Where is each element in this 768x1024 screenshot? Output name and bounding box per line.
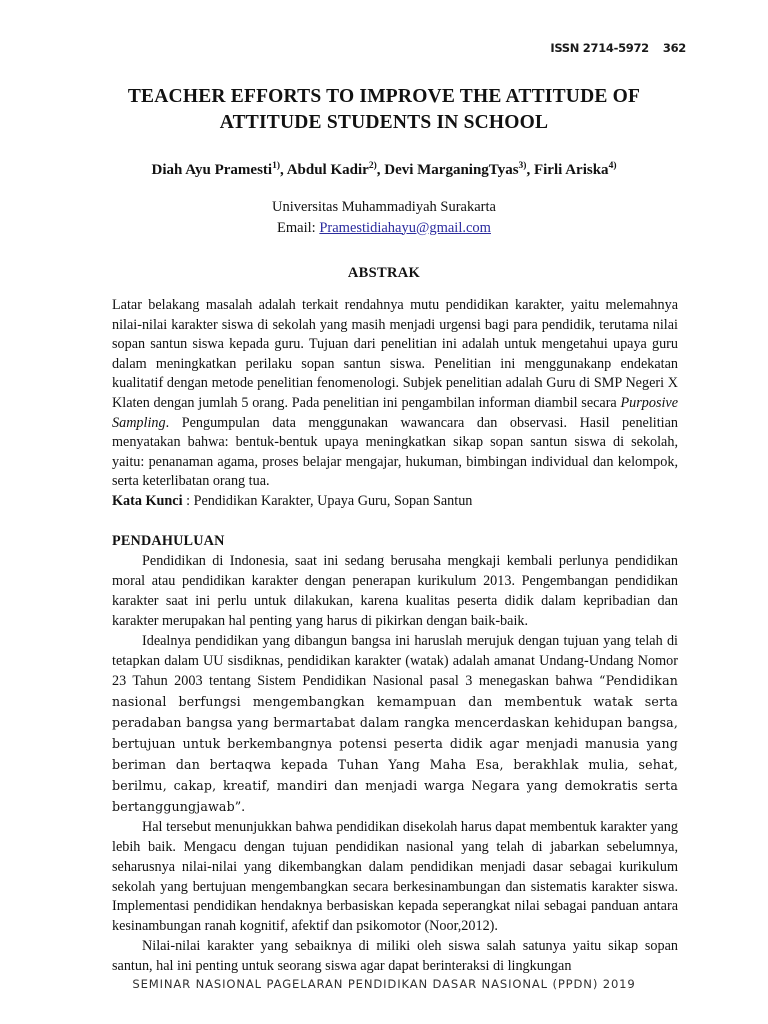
author-1-name: Diah Ayu Pramesti	[151, 162, 273, 178]
page-footer: SEMINAR NASIONAL PAGELARAN PENDIDIKAN DASAR NASIONAL (PPDN) 2019	[132, 977, 636, 991]
author-separator-3: ,	[526, 162, 534, 178]
abstract-italic-term: Purposive Sampling	[112, 394, 678, 431]
abstract-heading: ABSTRAK	[347, 265, 421, 281]
author-list	[84, 160, 684, 180]
title-line-2: ATTITUDE STUDENTS IN SCHOOL	[219, 112, 549, 133]
institution-name: Universitas Muhammadiyah Surakarta	[272, 199, 496, 215]
intro-paragraph-3: Hal tersebut menunjukkan bahwa pendidikan disekolah harus dapat membentuk karakter yang lebih baik. Mengacu dengan tujuan pendidikan nasional yang telah di jabarkan sebelumnya, seharusnya nilai-nilai yang dikembangkan dalam pendidikan menjadi dasar sebagai kurikulum sekolah yang bertujuan mengembangkan secara berkesinambungan dan sistematis karakter siswa. Implementasi pendidikan hendaknya berbasiskan kepada seperangkat nilai sebagai panduan antara kesinambungan ranah kognitif, afektif dan psikomotor (Noor,2012).	[112, 818, 678, 935]
author-separator-1: ,	[280, 162, 287, 178]
issn-value: ISSN 2714-5972	[550, 41, 649, 55]
author-1-superscript: 1)	[272, 161, 280, 171]
header-issn	[550, 41, 686, 55]
author-3-name: Devi MarganingTyas	[384, 162, 519, 178]
author-4-name: Firli Ariska	[533, 162, 609, 178]
author-2-name: Abdul Kadir	[286, 162, 369, 178]
abstract-text-part-1: Latar belakang masalah adalah terkait rendahnya mutu pendidikan karakter, yaitu melemahnya nilai-nilai karakter siswa di sekolah yang masih menjadi urgensi bagi para pendidik, terutama nilai sopan santun siswa kepada guru. Tujuan dari penelitian ini adalah untuk mengetahui upaya guru dalam meningkatkan perilaku sopan santun siswa. Penelitian ini menggunakanp endekatan kualitatif dengan metode penelitian fenomenologi. Subjek penelitian adalah Guru di SMP Negeri X Klaten dengan jumlah 5 orang. Pada penelitian ini pengambilan informan diambil secara	[112, 297, 678, 411]
intro-p2-text-after-quote: .	[241, 798, 245, 815]
intro-paragraph-4: Nilai-nilai karakter yang sebaiknya di miliki oleh siswa salah satunya yaitu sikap sopan santun, hal ini penting untuk seorang siswa agar dapat berinteraksi di lingkungan	[112, 938, 678, 975]
page-number: 362	[662, 41, 686, 55]
affiliation-block	[84, 198, 684, 238]
author-2-superscript: 2)	[368, 161, 377, 171]
email-label: Email:	[277, 219, 320, 236]
introduction-body	[112, 552, 678, 977]
author-3-superscript: 3)	[518, 161, 527, 171]
author-4-superscript: 4)	[608, 161, 617, 171]
abstract-body	[112, 296, 678, 512]
title-line-1: TEACHER EFFORTS TO IMPROVE THE ATTITUDE OF	[127, 86, 641, 107]
author-separator-2: ,	[376, 162, 385, 178]
abstract-text-part-2: . Pengumpulan data menggunakan wawancara dan observasi. Hasil penelitian menyatakan bahwa: bentuk-bentuk upaya meningkatkan sikap sopan santun siswa di sekolah, yaitu: penanaman agama, proses belajar mengajar, hukuman, bimbingan individual dan kelompok, serta keterlibatan orang tua.	[112, 414, 678, 490]
email-link[interactable]: Pramestidiahayu@gmail.com	[319, 219, 491, 236]
intro-paragraph-1: Pendidikan di Indonesia, saat ini sedang berusaha mengkaji kembali perlunya pendidikan moral atau pendidikan karakter dengan penerapan kurikulum 2013. Pengembangan pendidikan karakter saat ini perlu untuk dilakukan, karena kualitas peserta didik dalam kepribadian dan karakter merupakan hal penting yang harus di pikirkan dengan baik-baik.	[112, 553, 678, 629]
intro-paragraph-2	[112, 632, 678, 818]
section-heading-pendahuluan: PENDAHULUAN	[112, 533, 225, 549]
keywords-line	[112, 492, 678, 512]
intro-p2-quotation: “Pendidikan nasional berfungsi mengembangkan kemampuan dan membentuk watak serta peradaban bangsa yang bermartabat dalam rangka mencerdaskan kehidupan bangsa, bertujuan untuk berkembangnya potensi peserta didik agar menjadi manusia yang beriman dan bertaqwa kepada Tuhan Yang Maha Esa, berakhlak mulia, sehat, berilmu, cakap, kreatif, mandiri dan menjadi warga Negara yang demokratis serta bertanggungjawab”	[112, 673, 678, 814]
keywords-value: : Pendidikan Karakter, Upaya Guru, Sopan Santun	[182, 492, 473, 509]
email-line	[84, 219, 684, 239]
keywords-label: Kata Kunci	[112, 492, 183, 509]
page-title	[84, 84, 684, 136]
intro-p2-text-before-quote: Idealnya pendidikan yang dibangun bangsa ini haruslah merujuk dengan tujuan yang telah di tetapkan dalam UU sisdiknas, pendidikan karakter (watak) adalah amanat Undang-Undang Nomor 23 Tahun 2003 tentang Sistem Pendidikan Nasional pasal 3 menegaskan bahwa	[112, 632, 678, 690]
